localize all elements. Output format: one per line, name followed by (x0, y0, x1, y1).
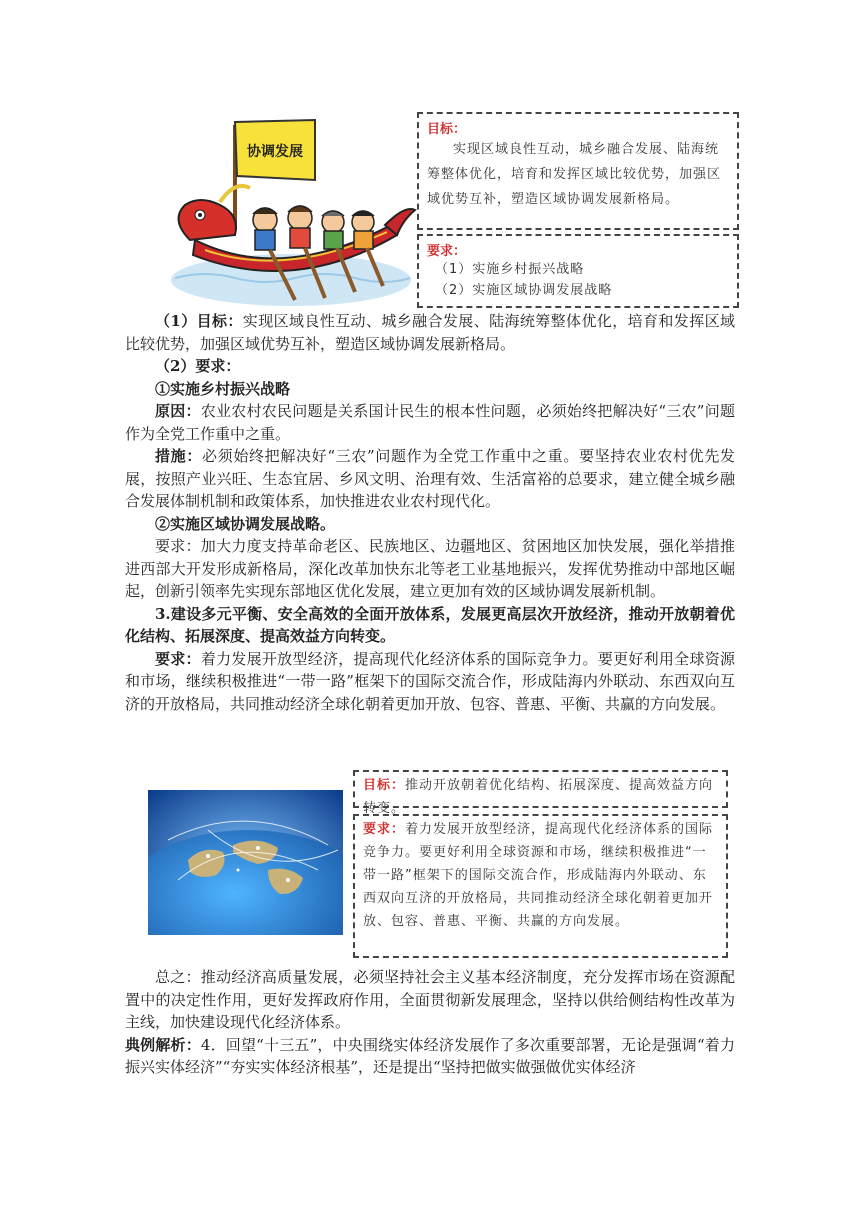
paragraph-measures (125, 445, 735, 513)
paragraph-open-economy-heading: 3.建设多元平衡、安全高效的全面开放体系，发展更高层次开放经济，推动开放朝着优化结构、拓展深度、提高效益方向转变。 (125, 604, 735, 645)
paragraph-reason (125, 400, 735, 445)
open-economy-goal-body: 推动开放朝着优化结构、拓展深度、提高效益方向转变。 (363, 778, 714, 816)
paragraph-open-economy-label: 要求： (155, 649, 201, 668)
paragraph-rural-revitalization-heading: ①实施乡村振兴战略 (155, 379, 291, 398)
paragraph-reason-text: 农业农村农民问题是关系国计民生的根本性问题，必须始终把解决好“三农”问题作为全党工作重中之重。 (125, 402, 735, 443)
paragraph-summary: 总之：推动经济高质量发展，必须坚持社会主义基本经济制度，充分发挥市场在资源配置中的决定性作用，更好发挥政府作用，全面贯彻新发展理念，坚持以供给侧结构性改革为主线，加快建设现代化经济体系。 (125, 968, 735, 1031)
open-economy-requirement-box (353, 814, 728, 958)
paragraph-measures-text: 必须始终把解决好“三农”问题作为全党工作重中之重。要坚持农业农村优先发展，按照产业兴旺、生态宜居、乡风文明、治理有效、生活富裕的总要求，建立健全城乡融合发展体制机制和政策体系，加快推进农业农村现代化。 (125, 447, 735, 510)
requirement-box (417, 234, 739, 308)
figure-globe (148, 770, 728, 960)
open-economy-requirement-title: 要求： (363, 822, 406, 837)
open-economy-requirement-body: 着力发展开放型经济，提高现代化经济体系的国际竞争力。要更好利用全球资源和市场，继续积极推进“一带一路”框架下的国际交流合作，形成陆海内外联动、东西双向互济的开放格局，共同推动经济全球化朝着更加开放、包容、普惠、平衡、共赢的方向发展。 (363, 822, 714, 929)
paragraph-regional-coordination-heading: ②实施区域协调发展战略。 (155, 514, 336, 533)
goal-box-text: 实现区域良性互动，城乡融合发展、陆海统筹整体优化，培育和发挥区域比较优势，加强区域优势互补，塑造区域协调发展新格局。 (427, 142, 722, 207)
paragraph-goal-label: （1）目标： (155, 312, 243, 330)
goal-box (417, 112, 739, 230)
requirement-item-1: （1）实施乡村振兴战略 (435, 262, 585, 277)
requirement-box-title: 要求： (427, 244, 467, 259)
paragraph-open-economy-text: 着力发展开放型经济，提高现代化经济体系的国际竞争力。要更好利用全球资源和市场，继续积极推进“一带一路”框架下的国际交流合作，形成陆海内外联动、东西双向互济的开放格局，共同推动经济全球化朝着更加开放、包容、普惠、平衡、共赢的方向发展。 (125, 649, 735, 713)
open-economy-goal-title: 目标： (363, 778, 406, 793)
paragraph-measures-label: 措施： (155, 447, 202, 465)
open-economy-requirement-text (363, 818, 718, 933)
paragraph-example (125, 1034, 735, 1079)
paragraph-example-text: 4．回望“十三五”，中央围绕实体经济发展作了多次重要部署，无论是强调“着力振兴实体经济”“夯实实体经济根基”，还是提出“坚持把做实做强做优实体经济 (125, 1035, 735, 1076)
body-text-block-2 (125, 966, 735, 1079)
goal-box-title: 目标： (427, 122, 467, 137)
paragraph-goal-text: 实现区域良性互动、城乡融合发展、陆海统筹整体优化，培育和发挥区域比较优势，加强区域优势互补，塑造区域协调发展新格局。 (125, 312, 735, 353)
paragraph-regional-requirements: 要求：加大力度支持革命老区、民族地区、边疆地区、贫困地区加快发展，强化举措推进西部大开发形成新格局，深化改革加快东北等老工业基地振兴，发挥优势推动中部地区崛起，创新引领率先实现东部地区优化发展，建立更加有效的区域协调发展新机制。 (125, 537, 735, 600)
paragraph-goal (125, 310, 735, 355)
open-economy-goal-box (353, 770, 728, 816)
globe-illustration (148, 790, 343, 935)
requirement-item-2: （2）实施区域协调发展战略 (435, 283, 613, 298)
dragon-boat-illustration (165, 110, 417, 308)
paragraph-requirements-heading: （2）要求： (155, 357, 241, 375)
figure-dragon-boat (165, 110, 740, 308)
paragraph-example-label: 典例解析： (125, 1035, 201, 1054)
paragraph-open-economy-requirements (125, 648, 735, 716)
body-text-block-1 (125, 310, 735, 715)
paragraph-reason-label: 原因： (155, 402, 201, 420)
flag-text: 协调发展 (247, 144, 303, 160)
